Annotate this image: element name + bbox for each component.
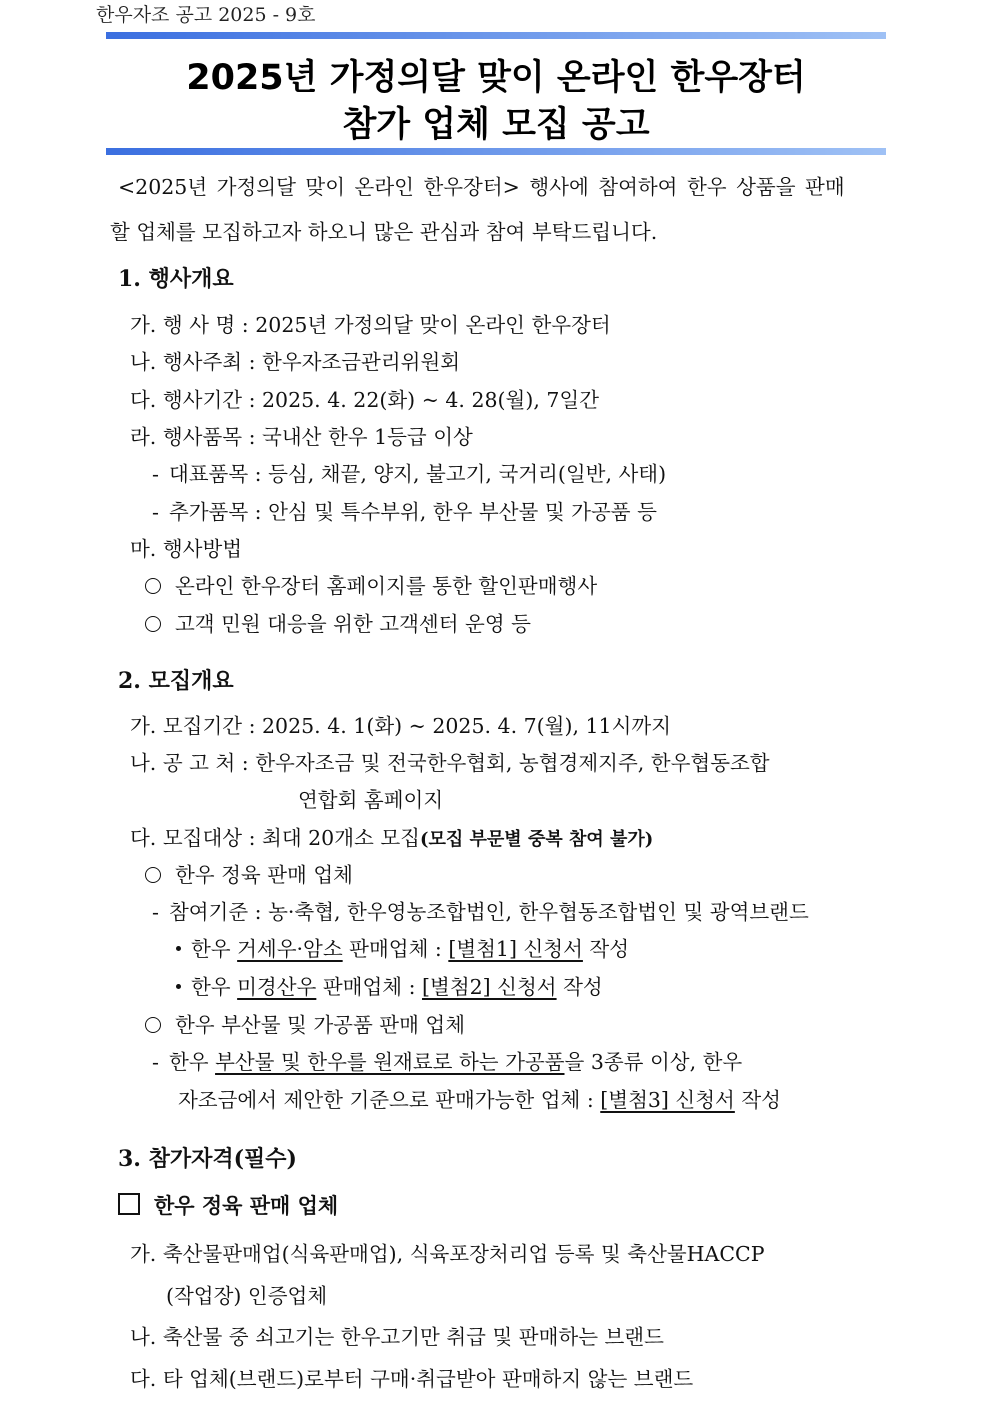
s3-box-title (118, 1190, 338, 1220)
s2-b-label: 나. 공 고 처 : (130, 751, 249, 775)
s2-c-label: 다. 모집대상 : (130, 826, 256, 850)
s2-o1-text: 한우 정육 판매 업체 (175, 863, 353, 887)
s1-e-item1 (145, 569, 597, 599)
s2-o1-b2-underline: 미경산우 (237, 975, 317, 999)
s2-c-value: 최대 20개소 모집 (262, 826, 420, 850)
s1-d-value: 국내산 한우 1등급 이상 (262, 425, 473, 449)
s1-item-a (130, 308, 611, 338)
s1-d-sub1-text: 대표품목 : 등심, 채끝, 양지, 불고기, 국거리(일반, 사태) (168, 462, 667, 486)
s2-a-value: 2025. 4. 1(화) ~ 2025. 4. 7(월), 11시까지 (262, 714, 671, 738)
s2-o1-b1-mid: 판매업체 : (342, 937, 449, 961)
s2-o2-pre: 한우 (168, 1050, 216, 1074)
s2-o2-text: 한우 부산물 및 가공품 판매 업체 (175, 1013, 466, 1037)
s2-o1-b2-form: [별첨2] 신청서 (422, 975, 557, 999)
s1-d-sub2-text: 추가품목 : 안심 및 특수부위, 한우 부산물 및 가공품 등 (168, 500, 657, 524)
s1-e-item1-text: 온라인 한우장터 홈페이지를 통한 할인판매행사 (175, 574, 598, 598)
s2-o1-bullet2 (176, 970, 603, 1000)
s2-o1-b1-form: [별첨1] 신청서 (448, 937, 583, 961)
s2-o2-post: 을 3종류 이상, 한우 (564, 1050, 743, 1074)
s1-a-label: 가. 행 사 명 : (130, 313, 249, 337)
s1-d-sub1: - 대표품목 : 등심, 채끝, 양지, 불고기, 국거리(일반, 사태) (152, 462, 667, 486)
s2-o2-line2-post: 작성 (734, 1088, 781, 1112)
s2-o2-form: [별첨3] 신청서 (600, 1088, 735, 1112)
section1-heading: 1. 행사개요 (118, 266, 234, 292)
s2-o1-b2-post: 작성 (556, 975, 603, 999)
section2-heading: 2. 모집개요 (118, 668, 234, 694)
s2-b-value1: 한우자조금 및 전국한우협회, 농협경제지주, 한우협동조합 (255, 751, 770, 775)
s2-o1-bullet1 (176, 932, 629, 962)
s2-o1 (145, 858, 353, 888)
s1-e-item2 (145, 607, 531, 637)
page-title-line1: 2025년 가정의달 맞이 온라인 한우장터 (186, 58, 806, 98)
circle-bullet-icon (145, 578, 161, 594)
s1-item-e: 마. 행사방법 (130, 537, 243, 561)
s2-o1-criteria-text: 참여기준 : 농·축협, 한우영농조합법인, 한우협동조합법인 및 광역브랜드 (168, 900, 809, 924)
dot-bullet-icon (176, 946, 181, 951)
s2-o1-b1-underline: 거세우·암소 (237, 937, 343, 961)
section3-heading: 3. 참가자격(필수) (118, 1146, 297, 1172)
checkbox-square-icon (118, 1193, 140, 1215)
s1-item-d (130, 420, 473, 450)
s3-item-a1: 가. 축산물판매업(식육판매업), 식육포장처리업 등록 및 축산물HACCP (130, 1242, 765, 1266)
s2-c-note: (모집 부문별 중복 참여 불가) (419, 829, 654, 850)
s1-item-b (130, 345, 460, 375)
s2-o2 (145, 1008, 465, 1038)
intro-line2: 할 업체를 모집하고자 하오니 많은 관심과 참여 부탁드립니다. (110, 220, 658, 244)
s2-item-a (130, 709, 671, 739)
s2-item-b (130, 746, 770, 776)
s1-c-label: 다. 행사기간 : (130, 388, 256, 412)
s2-a-label: 가. 모집기간 : (130, 714, 256, 738)
s1-item-c (130, 383, 599, 413)
page-title-line2: 참가 업체 모집 공고 (342, 105, 650, 145)
circle-bullet-icon (145, 1017, 161, 1033)
s2-o2-desc2 (178, 1083, 781, 1113)
s2-item-c (130, 821, 653, 851)
intro-line1: <2025년 가정의달 맞이 온라인 한우장터> 행사에 참여하여 한우 상품을 판매 (118, 175, 845, 199)
dot-bullet-icon (176, 984, 181, 989)
s1-a-value: 2025년 가정의달 맞이 온라인 한우장터 (255, 313, 611, 337)
s1-c-value: 2025. 4. 22(화) ~ 4. 28(월), 7일간 (262, 388, 600, 412)
s2-o2-desc1: - 한우 부산물 및 한우를 원재료로 하는 가공품을 3종류 이상, 한우 (152, 1050, 743, 1074)
notice-number: 한우자조 공고 2025 - 9호 (96, 4, 316, 26)
s2-o1-b1-pre: 한우 (191, 937, 238, 961)
title-bottom-rule (106, 148, 886, 155)
s1-e-item2-text: 고객 민원 대응을 위한 고객센터 운영 등 (175, 612, 531, 636)
s3-item-a2: (작업장) 인증업체 (166, 1284, 328, 1308)
s2-o1-criteria: - 참여기준 : 농·축협, 한우영농조합법인, 한우협동조합법인 및 광역브랜드 (152, 900, 809, 924)
s2-b-value2: 연합회 홈페이지 (298, 788, 444, 812)
s3-item-b: 나. 축산물 중 쇠고기는 한우고기만 취급 및 판매하는 브랜드 (130, 1325, 664, 1349)
circle-bullet-icon (145, 867, 161, 883)
circle-bullet-icon (145, 616, 161, 632)
s1-b-value: 한우자조금관리위원회 (262, 350, 461, 374)
s2-o1-b2-mid: 판매업체 : (316, 975, 423, 999)
s2-o2-underline: 부산물 및 한우를 원재료로 하는 가공품 (215, 1050, 565, 1074)
s3-box-title-text: 한우 정육 판매 업체 (154, 1193, 339, 1218)
title-top-rule (106, 32, 886, 39)
s1-d-sub2: - 추가품목 : 안심 및 특수부위, 한우 부산물 및 가공품 등 (152, 500, 657, 524)
s2-o1-b2-pre: 한우 (191, 975, 238, 999)
s1-d-label: 라. 행사품목 : (130, 425, 256, 449)
s3-item-c: 다. 타 업체(브랜드)로부터 구매·취급받아 판매하지 않는 브랜드 (130, 1367, 694, 1391)
s2-o2-line2-pre: 자조금에서 제안한 기준으로 판매가능한 업체 : (178, 1088, 601, 1112)
s2-o1-b1-post: 작성 (582, 937, 630, 961)
s1-b-label: 나. 행사주최 : (130, 350, 256, 374)
